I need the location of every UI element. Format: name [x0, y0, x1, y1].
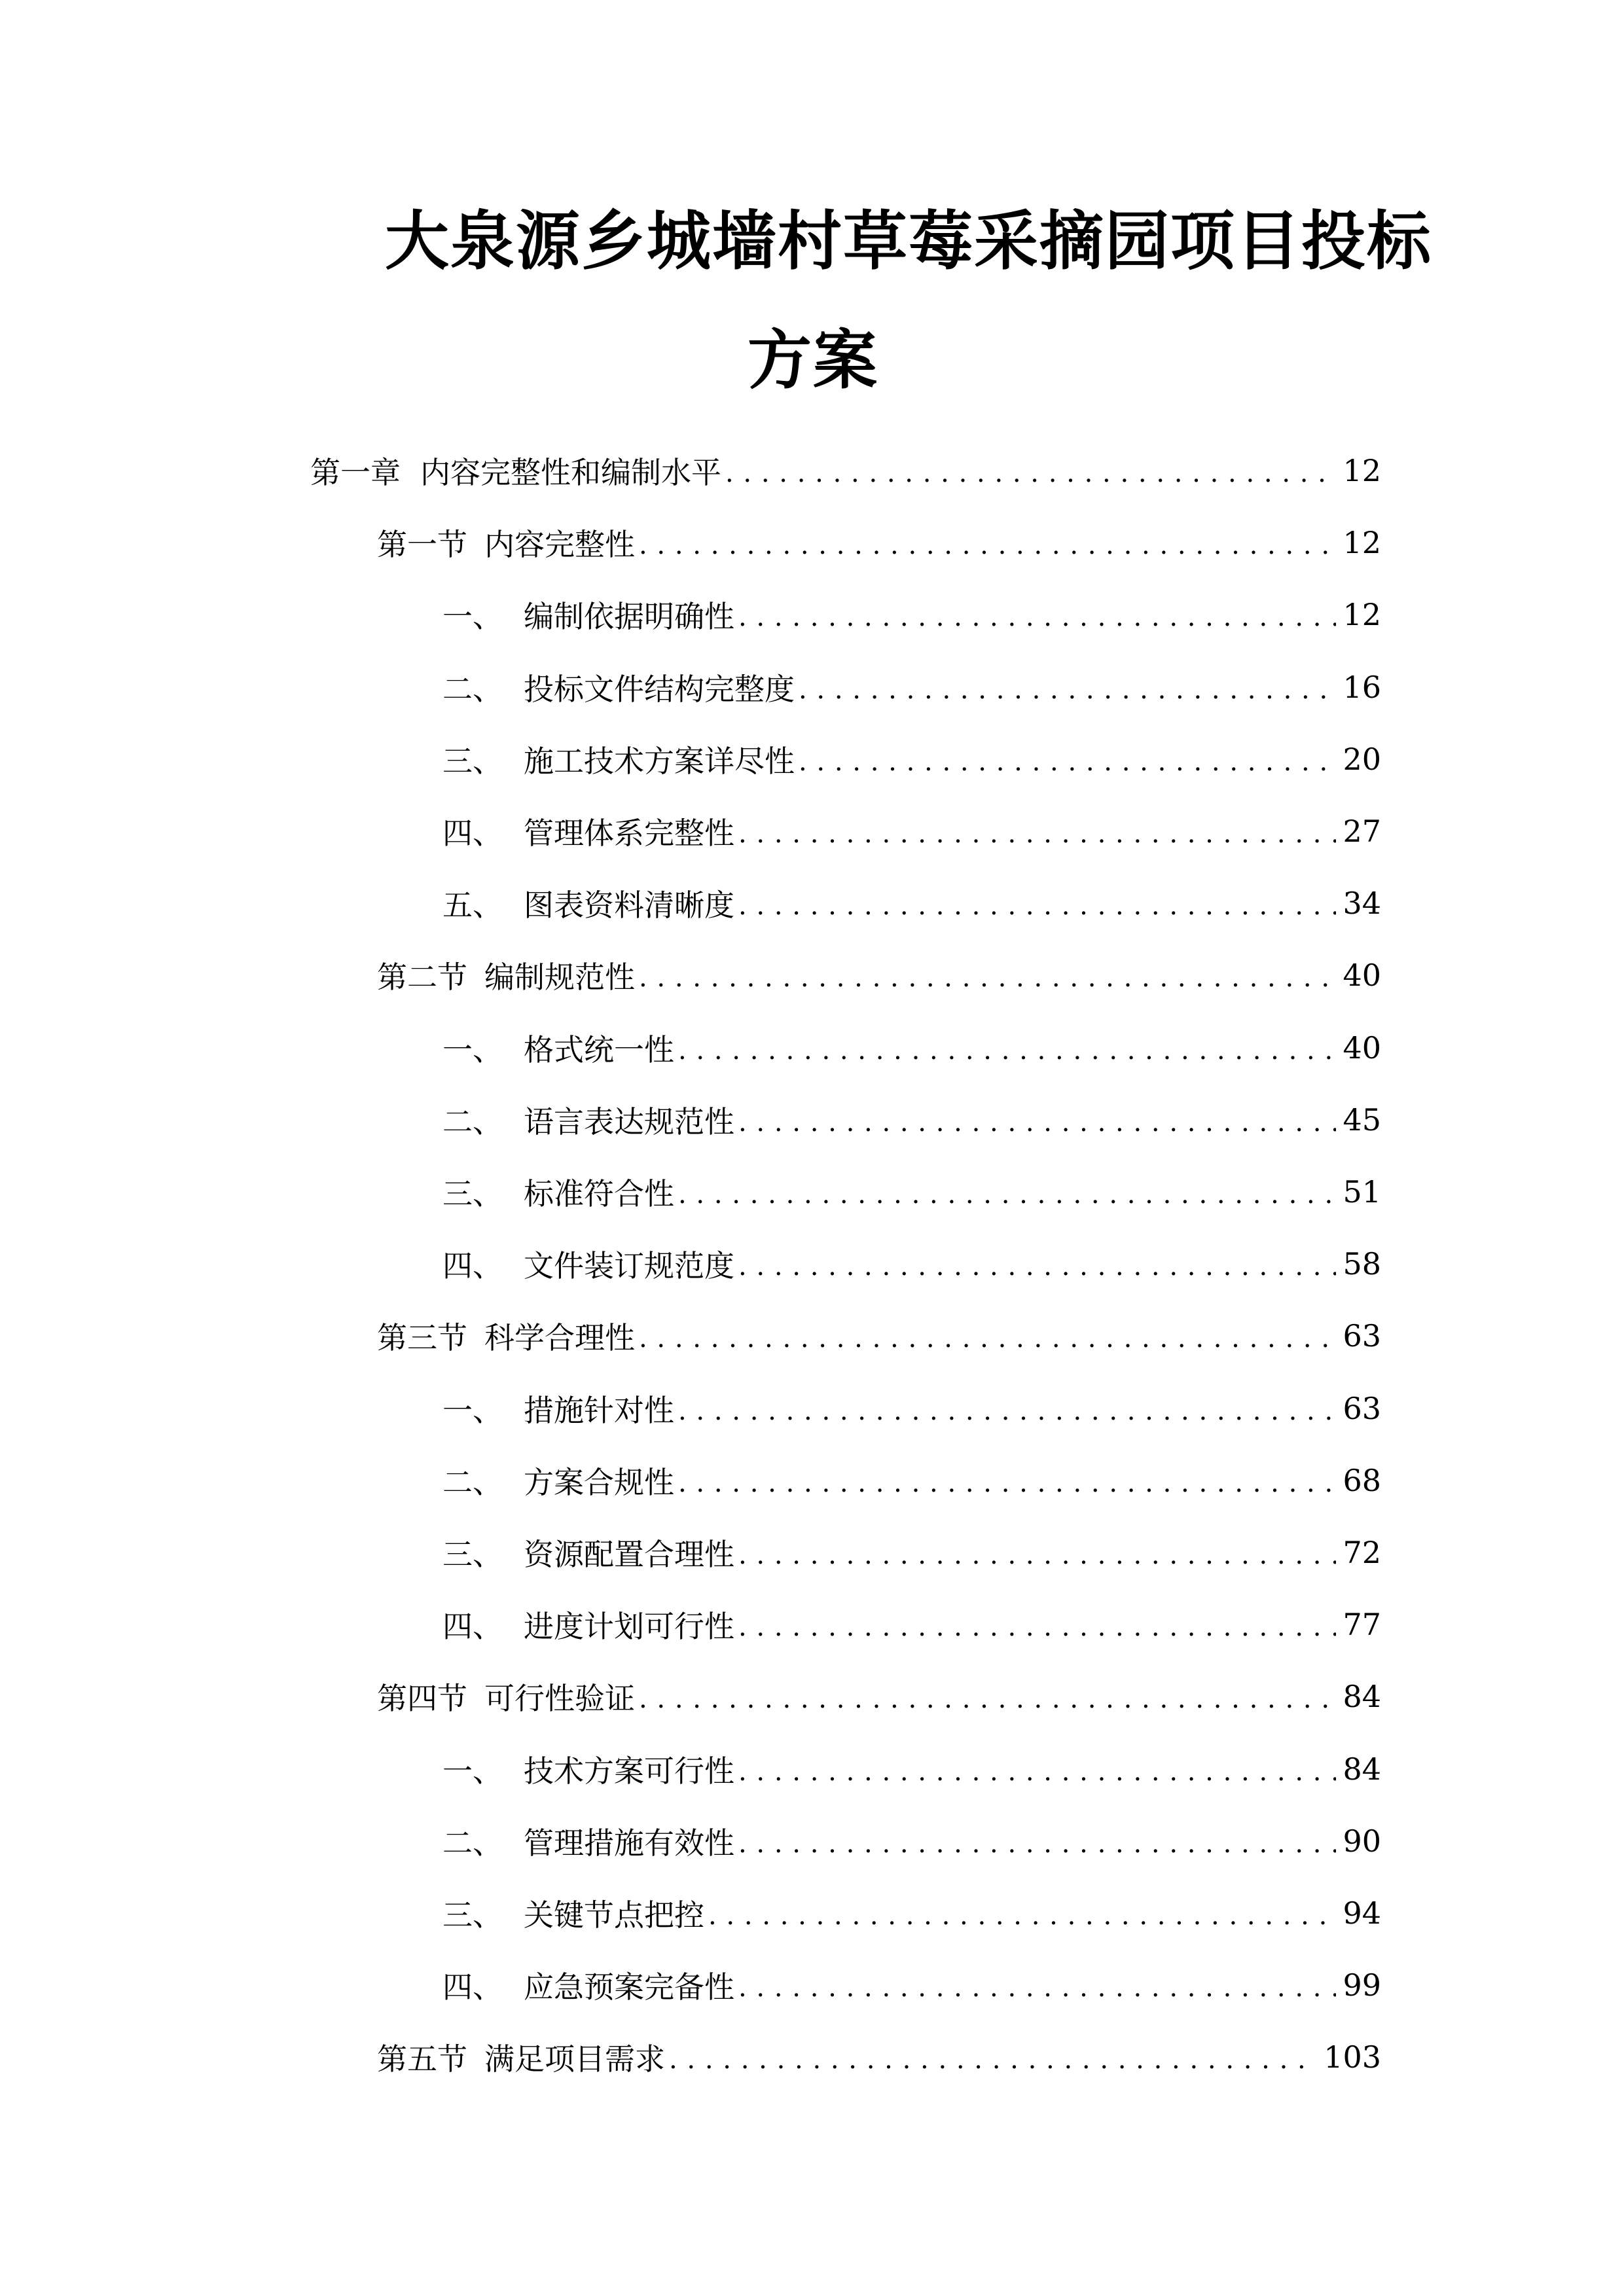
toc-entry-number: 一、 — [442, 1753, 503, 1789]
toc-dot-leader — [738, 1757, 1336, 1792]
toc-page-number: 72 — [1343, 1535, 1381, 1570]
toc-entry[interactable] — [442, 592, 1381, 637]
toc-dot-leader — [799, 675, 1336, 710]
toc-entry-label: 可行性验证 — [484, 1681, 635, 1716]
toc-dot-leader — [678, 1179, 1336, 1215]
toc-page-number: 63 — [1343, 1391, 1381, 1426]
toc-entry-number: 二、 — [442, 1825, 503, 1861]
toc-dot-leader — [738, 1829, 1336, 1864]
toc-entry[interactable] — [442, 808, 1381, 854]
toc-entry-heading — [377, 1675, 635, 1718]
toc-entry[interactable] — [442, 1602, 1381, 1647]
toc-entry-heading — [377, 521, 635, 564]
toc-entry[interactable] — [442, 1962, 1381, 2008]
toc-entry-label: 方案合规性 — [524, 1465, 674, 1500]
toc-dot-leader — [708, 1901, 1336, 1936]
toc-entry-number: 四、 — [442, 1609, 503, 1644]
toc-dot-leader — [669, 2045, 1317, 2080]
toc-page-number: 58 — [1343, 1246, 1381, 1282]
toc-entry-number: 三、 — [442, 744, 503, 779]
toc-entry-label: 图表资料清晰度 — [524, 888, 734, 923]
toc-dot-leader — [738, 1251, 1336, 1287]
document-title-line-2: 方案 — [748, 323, 879, 398]
toc-dot-leader — [678, 1468, 1336, 1503]
toc-entry-heading — [442, 882, 734, 925]
toc-entry-heading — [442, 1387, 674, 1430]
toc-dot-leader — [639, 963, 1336, 998]
toc-dot-leader — [738, 1973, 1336, 2008]
toc-page-number: 84 — [1343, 1751, 1381, 1787]
toc-entry-label: 科学合理性 — [484, 1320, 635, 1355]
toc-entry-label: 内容完整性 — [484, 527, 635, 562]
toc-page-number: 34 — [1343, 886, 1381, 921]
toc-entry-number: 第三节 — [377, 1320, 467, 1355]
toc-entry-label: 编制依据明确性 — [524, 599, 734, 634]
toc-dot-leader — [639, 1684, 1336, 1719]
toc-dot-leader — [738, 1107, 1336, 1143]
toc-entry-number: 四、 — [442, 816, 503, 851]
toc-entry-label: 管理措施有效性 — [524, 1825, 734, 1861]
toc-page-number: 45 — [1343, 1102, 1381, 1138]
toc-entry-number: 一、 — [442, 1032, 503, 1067]
toc-entry-heading — [377, 1314, 635, 1357]
toc-entry-heading — [442, 1603, 734, 1646]
toc-entry-heading — [442, 810, 734, 853]
toc-entry-number: 二、 — [442, 1104, 503, 1139]
toc-entry-heading — [442, 1892, 704, 1935]
toc-page-number: 16 — [1343, 670, 1381, 705]
toc-entry[interactable] — [442, 1386, 1381, 1431]
toc-entry-heading — [442, 1964, 734, 2007]
toc-page-number: 12 — [1343, 597, 1381, 632]
toc-entry-number: 第五节 — [377, 2041, 467, 2077]
toc-entry[interactable] — [442, 1241, 1381, 1287]
toc-page-number: 68 — [1343, 1463, 1381, 1498]
toc-dot-leader — [738, 602, 1336, 637]
toc-entry-number: 一、 — [442, 599, 503, 634]
toc-entry-heading — [310, 449, 721, 492]
toc-dot-leader — [725, 458, 1336, 493]
toc-page-number: 99 — [1343, 1967, 1381, 2003]
toc-entry-number: 一、 — [442, 1393, 503, 1428]
toc-entry-heading — [442, 1820, 734, 1863]
toc-page-number: 27 — [1343, 814, 1381, 849]
toc-entry-heading — [442, 1170, 674, 1213]
toc-entry-heading — [442, 666, 795, 709]
toc-entry-number: 二、 — [442, 672, 503, 707]
toc-page-number: 94 — [1343, 1895, 1381, 1931]
toc-page-number: 12 — [1343, 525, 1381, 560]
toc-entry-label: 应急预案完备性 — [524, 1969, 734, 2005]
toc-entry-heading — [442, 1242, 734, 1285]
toc-entry-heading — [442, 1748, 734, 1791]
toc-entry-label: 施工技术方案详尽性 — [524, 744, 795, 779]
toc-page-number: 77 — [1343, 1607, 1381, 1642]
toc-entry[interactable] — [442, 1097, 1381, 1143]
toc-entry-heading — [442, 1459, 674, 1502]
toc-dot-leader — [738, 891, 1336, 926]
toc-entry-heading — [377, 2036, 665, 2079]
toc-entry-label: 满足项目需求 — [484, 2041, 665, 2077]
toc-entry-label: 关键节点把控 — [524, 1897, 704, 1933]
toc-page-number: 90 — [1343, 1823, 1381, 1859]
toc-entry[interactable] — [442, 1530, 1381, 1575]
toc-entry-number: 三、 — [442, 1897, 503, 1933]
toc-entry[interactable] — [310, 448, 1381, 493]
toc-entry-label: 资源配置合理性 — [524, 1537, 734, 1572]
document-title-line-1: 大泉源乡城墙村草莓采摘园项目投标 — [385, 204, 1433, 279]
toc-entry-label: 内容完整性和编制水平 — [420, 455, 721, 490]
toc-entry[interactable] — [442, 1818, 1381, 1864]
toc-page-number: 103 — [1324, 2039, 1381, 2075]
toc-page-number: 63 — [1343, 1318, 1381, 1354]
toc-dot-leader — [639, 1323, 1336, 1359]
toc-entry-number: 第一节 — [377, 527, 467, 562]
toc-page-number: 20 — [1343, 742, 1381, 777]
toc-entry-label: 投标文件结构完整度 — [524, 672, 795, 707]
toc-entry-number: 第一章 — [310, 455, 401, 490]
toc-entry-number: 三、 — [442, 1537, 503, 1572]
toc-entry-label: 语言表达规范性 — [524, 1104, 734, 1139]
toc-entry[interactable] — [377, 952, 1381, 998]
toc-page-number: 84 — [1343, 1679, 1381, 1714]
toc-entry-heading — [442, 738, 795, 781]
toc-entry-heading — [442, 1531, 734, 1574]
toc-page-number: 40 — [1343, 1030, 1381, 1066]
toc-entry-number: 五、 — [442, 888, 503, 923]
toc-entry-heading — [442, 593, 734, 636]
toc-entry[interactable] — [377, 2034, 1381, 2080]
toc-entry[interactable] — [442, 1025, 1381, 1071]
toc-entry-label: 管理体系完整性 — [524, 816, 734, 851]
toc-entry-heading — [442, 1098, 734, 1141]
toc-entry-label: 文件装订规范度 — [524, 1248, 734, 1283]
toc-entry[interactable] — [442, 1458, 1381, 1503]
toc-entry-label: 技术方案可行性 — [524, 1753, 734, 1789]
toc-entry-heading — [442, 1026, 674, 1069]
toc-entry-heading — [377, 954, 635, 997]
toc-entry-number: 四、 — [442, 1969, 503, 2005]
toc-entry-label: 措施针对性 — [524, 1393, 674, 1428]
toc-page-number: 12 — [1343, 453, 1381, 488]
toc-page-number: 51 — [1343, 1174, 1381, 1210]
toc-entry-number: 三、 — [442, 1176, 503, 1211]
toc-entry-number: 第二节 — [377, 960, 467, 995]
toc-page-number: 40 — [1343, 958, 1381, 993]
toc-entry-label: 编制规范性 — [484, 960, 635, 995]
toc-entry-label: 标准符合性 — [524, 1176, 674, 1211]
toc-dot-leader — [678, 1035, 1336, 1071]
toc-entry[interactable] — [442, 880, 1381, 926]
toc-dot-leader — [678, 1396, 1336, 1431]
toc-dot-leader — [738, 1612, 1336, 1647]
toc-entry[interactable] — [377, 1313, 1381, 1359]
toc-entry[interactable] — [377, 520, 1381, 565]
toc-entry-number: 四、 — [442, 1248, 503, 1283]
toc-entry[interactable] — [377, 1674, 1381, 1719]
toc-dot-leader — [799, 747, 1336, 782]
toc-dot-leader — [738, 1540, 1336, 1575]
toc-entry-label: 格式统一性 — [524, 1032, 674, 1067]
toc-entry[interactable] — [442, 1746, 1381, 1792]
toc-entry-label: 进度计划可行性 — [524, 1609, 734, 1644]
toc-entry[interactable] — [442, 736, 1381, 782]
toc-entry[interactable] — [442, 664, 1381, 710]
toc-entry[interactable] — [442, 1169, 1381, 1215]
toc-entry[interactable] — [442, 1890, 1381, 1936]
toc-entry-number: 第四节 — [377, 1681, 467, 1716]
toc-dot-leader — [738, 819, 1336, 854]
toc-entry-number: 二、 — [442, 1465, 503, 1500]
toc-dot-leader — [639, 530, 1336, 565]
